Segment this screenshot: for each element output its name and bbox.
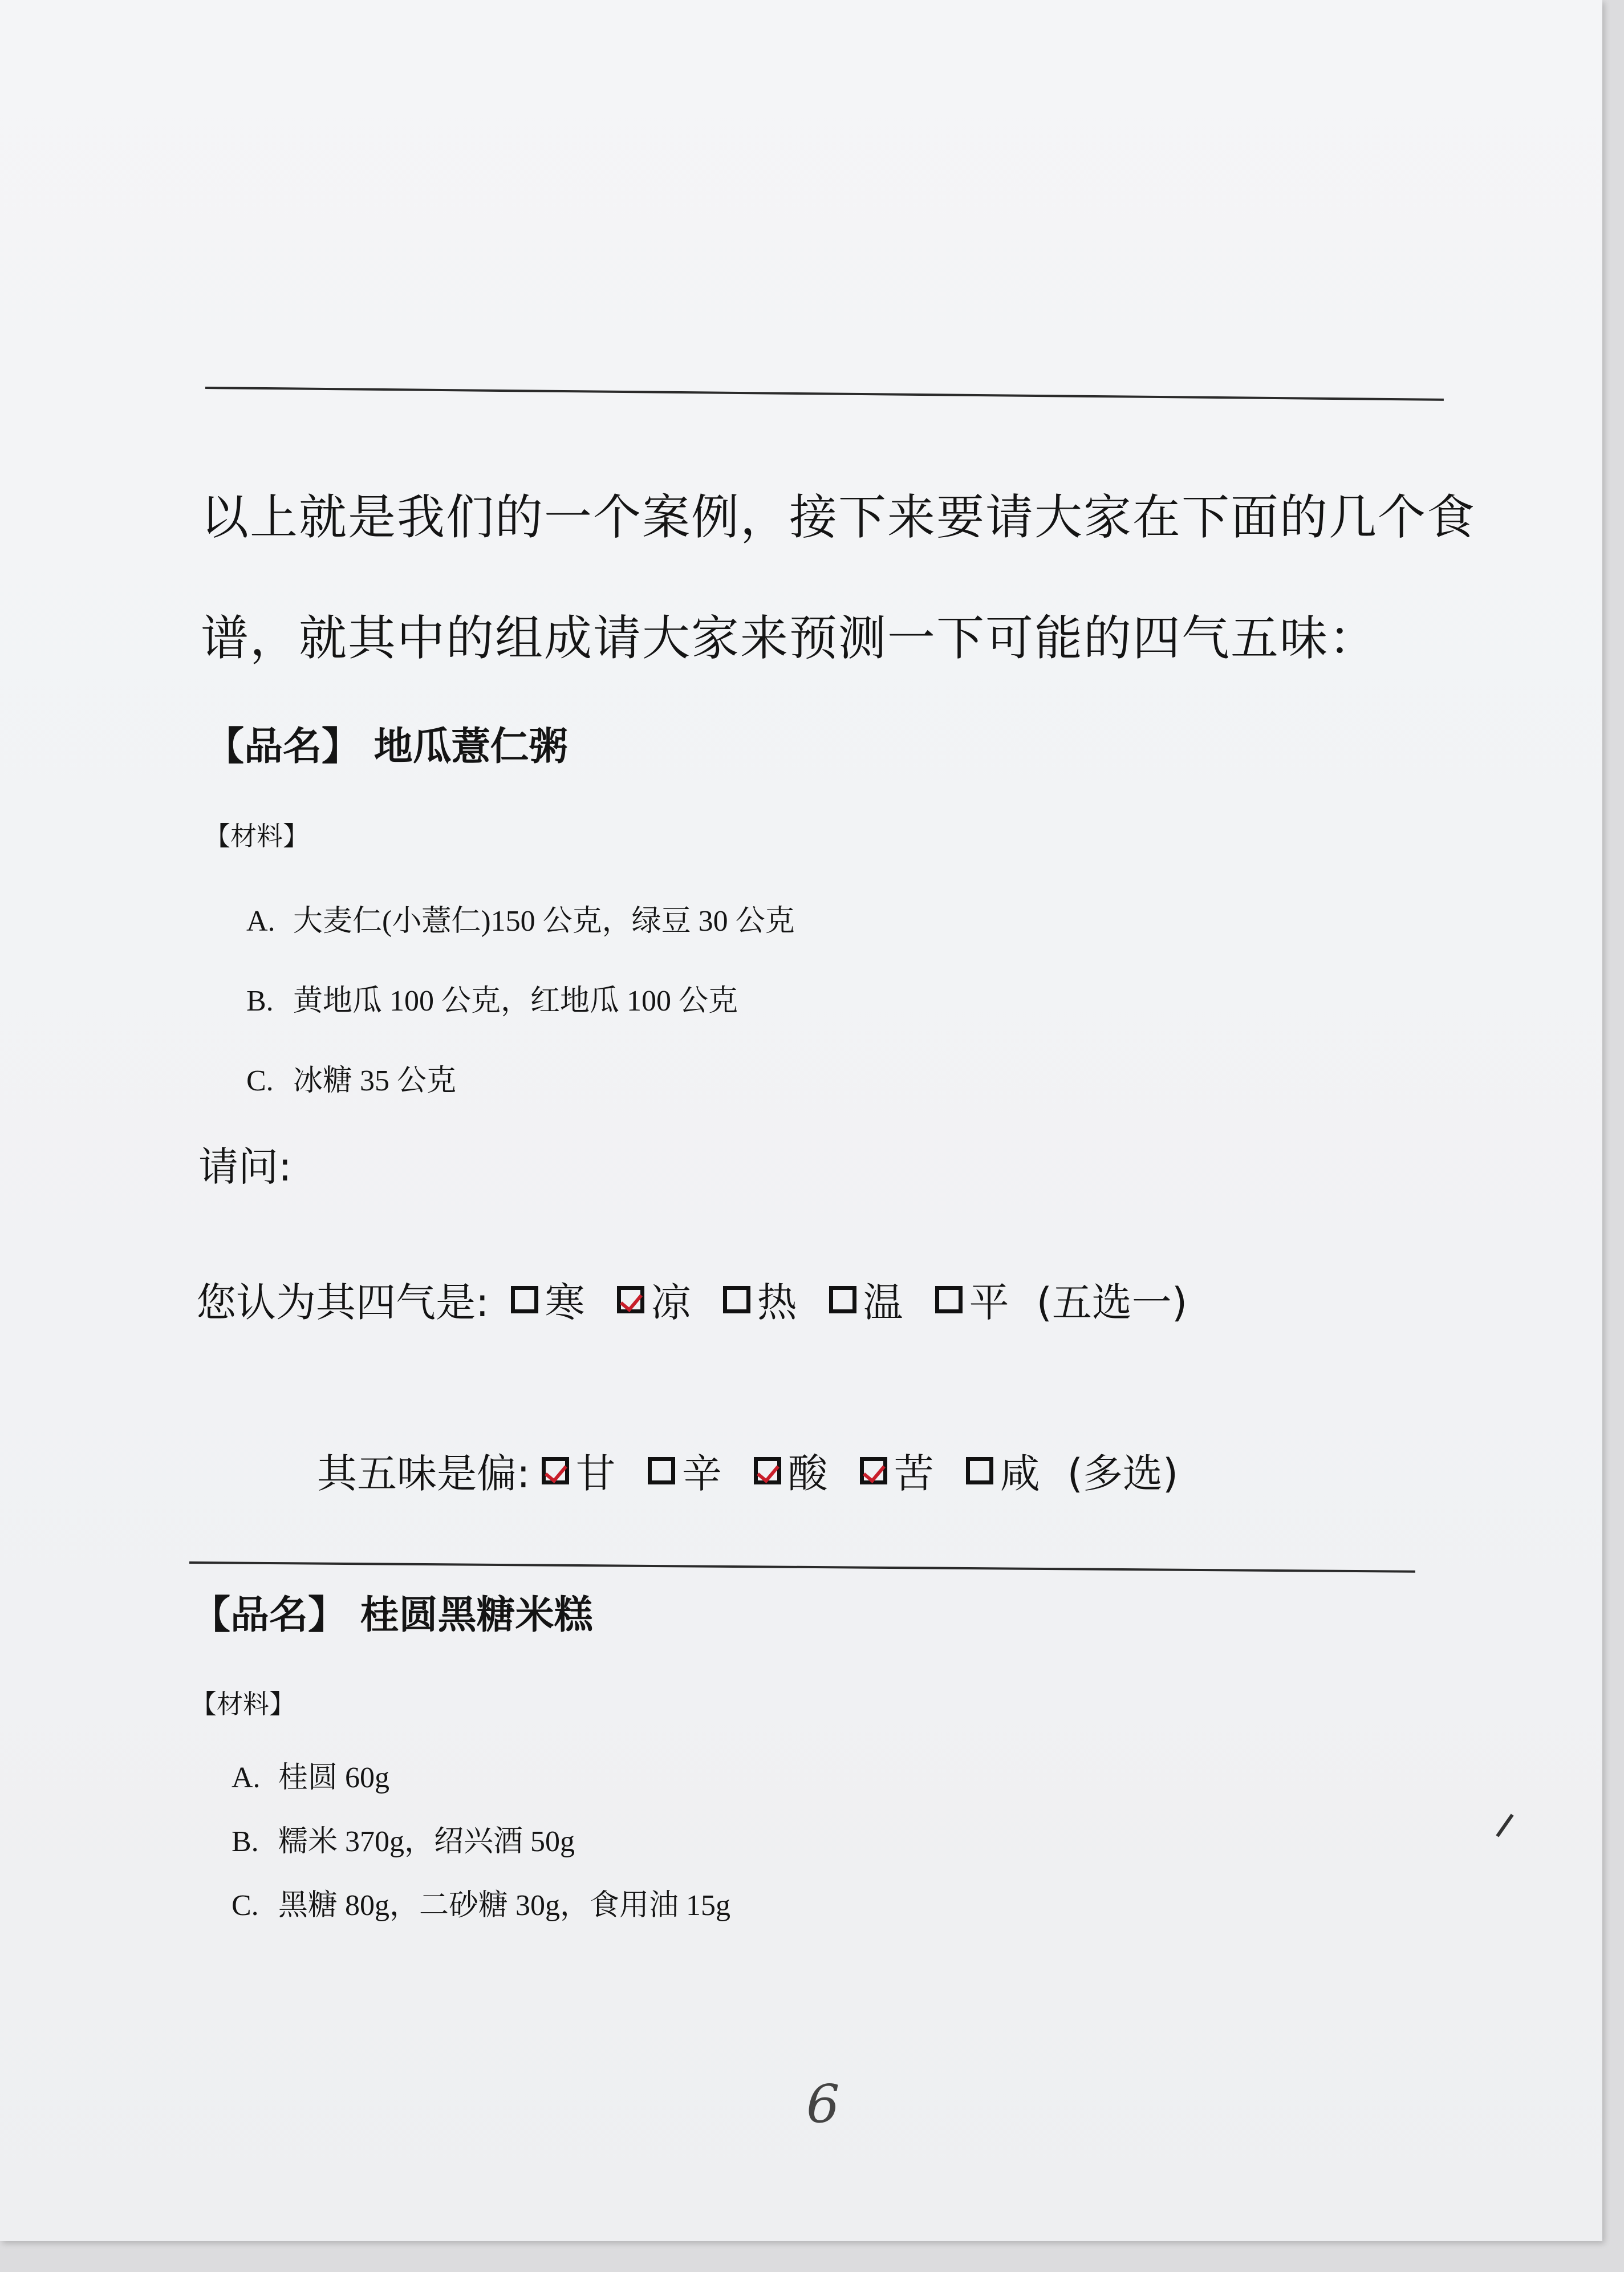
qi-option-cool[interactable] bbox=[617, 1271, 691, 1328]
four-qi-row bbox=[196, 1271, 1187, 1328]
five-flavors-row bbox=[317, 1442, 1178, 1499]
item-text: 桂圆 60g bbox=[278, 1762, 390, 1794]
option-label: 凉 bbox=[651, 1279, 691, 1326]
pencil-mark bbox=[1496, 1813, 1513, 1837]
question-label: 请问: bbox=[198, 1143, 292, 1190]
top-divider bbox=[205, 387, 1444, 401]
five-flavors-prompt: 其五味是偏: bbox=[317, 1450, 530, 1497]
item-label: A. bbox=[232, 1762, 261, 1794]
flavor-option-bitter[interactable] bbox=[860, 1442, 934, 1499]
item-label: A. bbox=[246, 905, 275, 938]
item-label: B. bbox=[246, 985, 274, 1017]
option-label: 苦 bbox=[894, 1450, 934, 1497]
four-qi-note: (五选一) bbox=[1036, 1279, 1188, 1326]
recipe-2-materials-label: 【材料】 bbox=[190, 1689, 295, 1719]
checkbox[interactable] bbox=[648, 1457, 675, 1484]
option-label: 酸 bbox=[787, 1450, 828, 1497]
item-label: B. bbox=[232, 1825, 259, 1858]
item-text: 冰糖 35 公克 bbox=[293, 1065, 457, 1097]
qi-option-cold[interactable] bbox=[511, 1271, 585, 1328]
item-text: 黑糖 80g，二砂糖 30g，食用油 15g bbox=[278, 1889, 731, 1922]
option-label: 温 bbox=[863, 1279, 903, 1326]
intro-line-2: 谱，就其中的组成请大家来预测一下可能的四气五味： bbox=[201, 610, 1378, 666]
five-flavors-note: (多选) bbox=[1067, 1450, 1179, 1497]
checkbox[interactable] bbox=[966, 1457, 993, 1484]
intro-line-1: 以上就是我们的一个案例，接下来要请大家在下面的几个食 bbox=[201, 489, 1476, 545]
recipe-1-item-b bbox=[246, 976, 738, 1019]
option-label: 寒 bbox=[545, 1279, 585, 1326]
recipe-1-item-a bbox=[246, 896, 795, 939]
item-label: C. bbox=[246, 1065, 274, 1097]
item-text: 黄地瓜 100 公克，红地瓜 100 公克 bbox=[293, 985, 738, 1017]
option-label: 甘 bbox=[575, 1450, 616, 1497]
item-text: 糯米 370g，绍兴酒 50g bbox=[278, 1825, 575, 1858]
flavor-option-sweet[interactable] bbox=[542, 1442, 616, 1499]
checkbox-checked[interactable] bbox=[860, 1457, 887, 1484]
qi-option-hot[interactable] bbox=[723, 1271, 797, 1328]
qi-option-neutral[interactable] bbox=[935, 1271, 1009, 1328]
checkbox-checked[interactable] bbox=[754, 1457, 781, 1484]
option-label: 辛 bbox=[681, 1450, 722, 1497]
flavor-option-salty[interactable] bbox=[966, 1442, 1040, 1499]
option-label: 热 bbox=[757, 1279, 797, 1326]
checkbox[interactable] bbox=[723, 1286, 750, 1313]
recipe-1-item-c bbox=[246, 1056, 456, 1099]
recipe-2-title: 【品名】 桂圆黑糖米糕 bbox=[192, 1593, 593, 1638]
checkbox-checked[interactable] bbox=[617, 1286, 644, 1313]
qi-option-warm[interactable] bbox=[829, 1271, 903, 1328]
flavor-option-pungent[interactable] bbox=[648, 1442, 722, 1499]
checkbox[interactable] bbox=[511, 1286, 538, 1313]
checkbox[interactable] bbox=[935, 1286, 963, 1313]
recipe-2-item-c bbox=[232, 1881, 730, 1924]
flavor-option-sour[interactable] bbox=[754, 1442, 828, 1499]
recipe-1-materials-label: 【材料】 bbox=[204, 821, 309, 851]
four-qi-prompt: 您认为其四气是: bbox=[196, 1279, 489, 1326]
checkbox-checked[interactable] bbox=[542, 1457, 569, 1484]
item-label: C. bbox=[232, 1889, 259, 1922]
recipe-2-item-b bbox=[232, 1817, 575, 1860]
recipe-2-item-a bbox=[232, 1753, 389, 1796]
page-number: 6 bbox=[806, 2074, 840, 2135]
item-text: 大麦仁(小薏仁)150 公克，绿豆 30 公克 bbox=[293, 905, 795, 938]
option-label: 平 bbox=[969, 1279, 1009, 1326]
option-label: 咸 bbox=[1000, 1450, 1040, 1497]
recipe-1-title: 【品名】 地瓜薏仁粥 bbox=[205, 724, 568, 769]
checkbox[interactable] bbox=[829, 1286, 856, 1313]
middle-divider bbox=[189, 1561, 1415, 1573]
